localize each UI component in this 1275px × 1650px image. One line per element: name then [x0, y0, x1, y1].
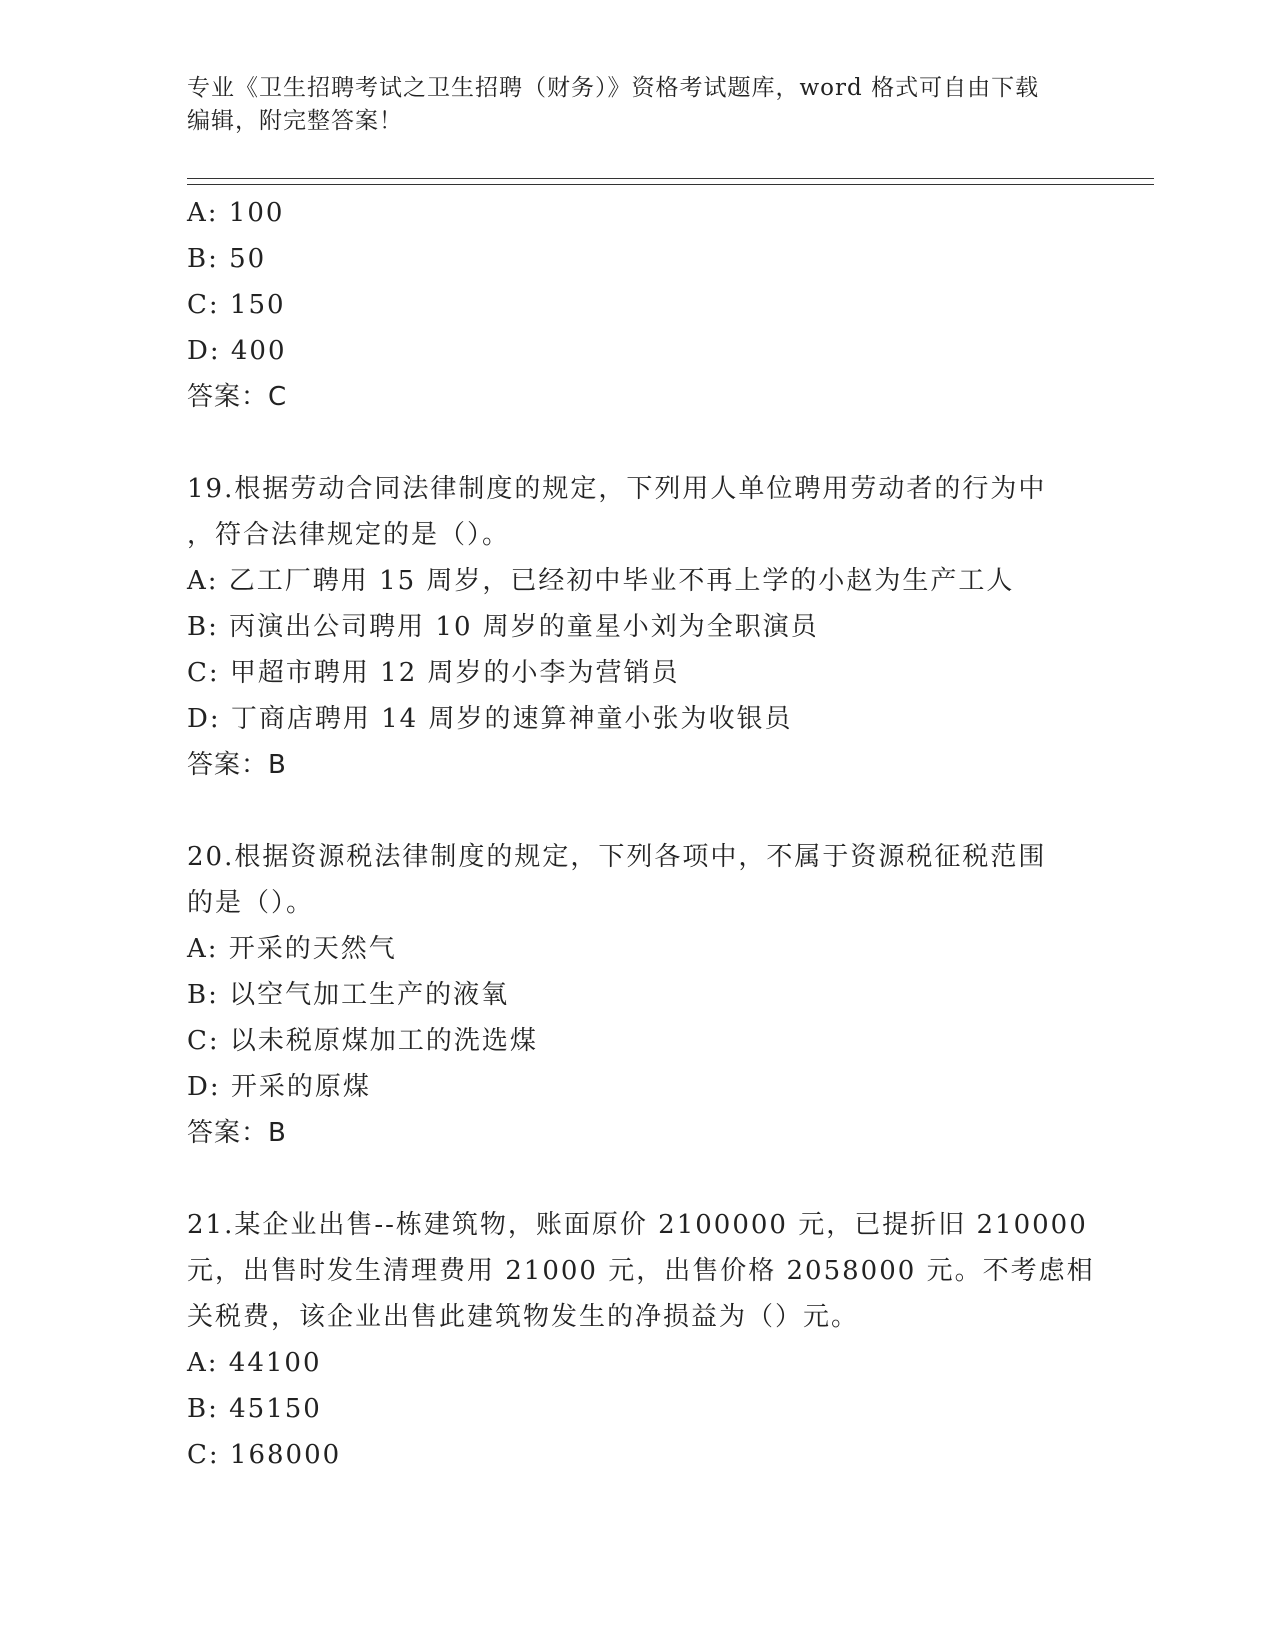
header-title-line-2: 编辑，附完整答案！ [187, 108, 403, 134]
question-stem-line-1: 19.根据劳动合同法律制度的规定，下列用人单位聘用劳动者的行为中 [187, 474, 1047, 504]
option-d: D: 丁商店聘用 14 周岁的速算神童小张为收银员 [187, 704, 793, 734]
question-list [187, 190, 1095, 1478]
option-c: C: 150 [187, 290, 286, 320]
question-21 [187, 1202, 1095, 1478]
question-stem-line-3: 关税费，该企业出售此建筑物发生的净损益为（）元。 [187, 1302, 860, 1332]
option-a: A: 100 [187, 198, 285, 228]
question-stem-line-2: 元，出售时发生清理费用 21000 元，出售价格 2058000 元。不考虑相 [187, 1256, 1095, 1286]
option-b: B: 45150 [187, 1394, 322, 1424]
document-header [187, 72, 1067, 138]
option-a: A: 乙工厂聘用 15 周岁，已经初中毕业不再上学的小赵为生产工人 [187, 566, 1015, 596]
header-divider [187, 178, 1154, 185]
option-c: C: 168000 [187, 1440, 342, 1470]
question-19 [187, 466, 1087, 788]
option-a: A: 开采的天然气 [187, 934, 397, 964]
option-c: C: 甲超市聘用 12 周岁的小李为营销员 [187, 658, 680, 688]
question-stem-line-1: 20.根据资源税法律制度的规定，下列各项中，不属于资源税征税范围 [187, 842, 1047, 872]
spacer [187, 788, 1087, 834]
option-d: D: 开采的原煤 [187, 1072, 371, 1102]
option-a: A: 44100 [187, 1348, 322, 1378]
answer-label: 答案：C [187, 382, 288, 412]
option-b: B: 50 [187, 244, 267, 274]
option-c: C: 以未税原煤加工的洗选煤 [187, 1026, 538, 1056]
option-b: B: 以空气加工生产的液氧 [187, 980, 510, 1010]
question-stem-line-1: 21.某企业出售--栋建筑物，账面原价 2100000 元，已提折旧 210000 [187, 1210, 1088, 1240]
spacer [187, 420, 1087, 466]
question-stem-line-2: ，符合法律规定的是（）。 [187, 520, 511, 550]
spacer [187, 1156, 1087, 1202]
option-d: D: 400 [187, 336, 287, 366]
question-20 [187, 834, 1087, 1156]
option-b: B: 丙演出公司聘用 10 周岁的童星小刘为全职演员 [187, 612, 819, 642]
question-18 [187, 190, 1087, 420]
question-stem-line-2: 的是（）。 [187, 888, 315, 918]
header-title-line-1: 专业《卫生招聘考试之卫生招聘（财务）》资格考试题库，word 格式可自由下载 [187, 75, 1040, 101]
answer-label: 答案：B [187, 1118, 287, 1148]
answer-label: 答案：B [187, 750, 287, 780]
